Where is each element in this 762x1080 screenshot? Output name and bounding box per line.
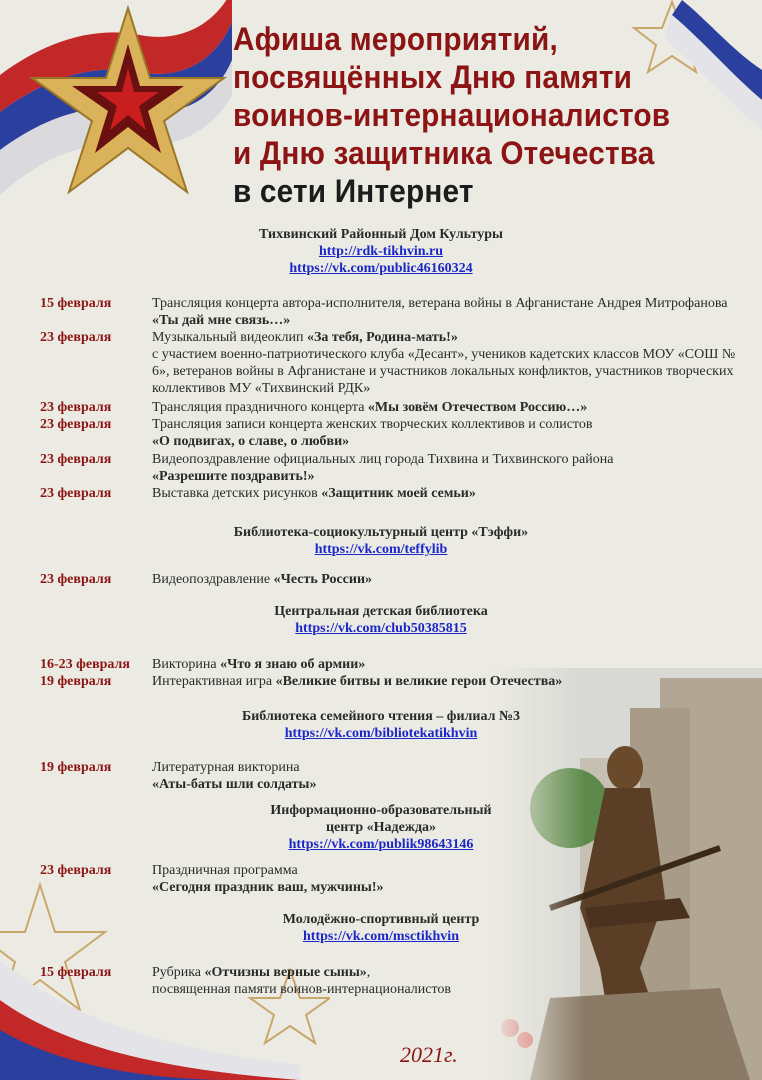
org-name: Молодёжно-спортивный центр (282, 912, 480, 927)
event-text: Викторина (152, 657, 221, 672)
event-description (152, 656, 740, 673)
event-date: 16-23 февраля (40, 657, 130, 672)
event-text: Трансляция записи концерта женских творческих коллективов и солистов (152, 417, 593, 432)
event-date: 15 февраля (40, 296, 112, 311)
event-title: «Разрешите поздравить!» (152, 469, 315, 484)
event-text: Праздничная программа (152, 863, 298, 878)
event-title: «Ты дай мне связь…» (152, 313, 291, 328)
event-item (40, 673, 740, 690)
event-text: Трансляция праздничного концерта (152, 400, 368, 415)
event-title: «О подвигах, о славе, о любви» (152, 434, 350, 449)
event-item (40, 759, 740, 793)
org-name: Библиотека-социокультурный центр «Тэффи» (233, 525, 529, 540)
event-text: Рубрика (152, 965, 205, 980)
event-description (152, 295, 740, 329)
event-date: 23 февраля (40, 452, 112, 467)
event-item (40, 329, 740, 397)
event-description (152, 673, 740, 690)
event-title: «Сегодня праздник ваш, мужчины!» (152, 880, 384, 895)
event-date: 23 февраля (40, 572, 112, 587)
event-description (152, 571, 740, 588)
event-item (40, 571, 740, 588)
event-text: Музыкальный видеоклип (152, 330, 307, 345)
page-title (233, 20, 717, 210)
event-item (40, 295, 740, 329)
event-date: 23 февраля (40, 330, 112, 345)
event-date: 23 февраля (40, 417, 112, 432)
event-title: «Великие битвы и великие герои Отечества» (275, 674, 563, 689)
event-item (40, 485, 740, 502)
event-date: 19 февраля (40, 760, 112, 775)
org-children-library (0, 603, 762, 637)
title-line: воинов-интернационалистов (233, 97, 671, 133)
event-date: 23 февраля (40, 486, 112, 501)
event-title: «Что я знаю об армии» (220, 657, 366, 672)
event-item (40, 862, 740, 896)
event-text: Литературная викторина (152, 760, 300, 775)
org-link[interactable]: https://vk.com/msctikhvin (303, 929, 459, 944)
event-text: Трансляция концерта автора-исполнителя, ветерана войны в Афганистане Андрея Митрофанова (152, 296, 728, 311)
event-title: «Защитник моей семьи» (321, 486, 476, 501)
org-link[interactable]: https://vk.com/club50385815 (295, 621, 467, 636)
org-link[interactable]: https://vk.com/public46160324 (289, 261, 473, 276)
event-description (152, 862, 740, 896)
org-name: Библиотека семейного чтения – филиал №3 (241, 709, 521, 724)
event-text: посвященная памяти воинов-интернационалистов (152, 982, 452, 997)
org-link[interactable]: http://rdk-tikhvin.ru (318, 244, 444, 259)
org-name: Информационно-образовательный (270, 803, 492, 818)
event-item (40, 964, 740, 998)
event-text: Видеопоздравление (152, 572, 274, 587)
event-date: 19 февраля (40, 674, 112, 689)
event-title: «Честь России» (273, 572, 373, 587)
event-text: Выставка детских рисунков (152, 486, 322, 501)
org-nadezhda (0, 802, 762, 853)
event-item (40, 656, 740, 673)
year-label: 2021г. (400, 1042, 458, 1067)
event-title: «За тебя, Родина-мать!» (306, 330, 458, 345)
title-line: в сети Интернет (233, 173, 474, 209)
red-star-emblem-icon (0, 0, 235, 235)
org-link[interactable]: https://vk.com/teffylib (314, 542, 448, 557)
event-item (40, 416, 740, 450)
event-description (152, 329, 740, 397)
org-youth-sports-center (0, 911, 762, 945)
event-description (152, 485, 740, 502)
org-link[interactable]: https://vk.com/publik98643146 (288, 837, 474, 852)
event-date: 15 февраля (40, 965, 112, 980)
event-description: Рубрика «Отчизны верные сыны», посвященная памяти воинов-интернационалистов (152, 965, 452, 997)
event-item (40, 451, 740, 485)
event-description (152, 399, 740, 416)
event-description (152, 451, 740, 485)
org-family-library (0, 708, 762, 742)
event-text: с участием военно-патриотического клуба «Десант», учеников кадетских классов МОУ «СОШ № 6», ветеранов войны в Афганистане и участников локальных конфликтов, участников творческих коллективов МУ «Тихвинский РДК» (152, 347, 736, 396)
event-title: «Мы зовём Отечеством Россию…» (367, 400, 588, 415)
event-title: «Отчизны верные сыны» (204, 965, 367, 980)
event-title: «Аты-баты шли солдаты» (152, 777, 317, 792)
event-date: 23 февраля (40, 400, 112, 415)
org-name: Центральная детская библиотека (274, 604, 488, 619)
event-text: Интерактивная игра (152, 674, 276, 689)
org-link[interactable]: https://vk.com/bibliotekatikhvin (284, 726, 478, 741)
event-date: 23 февраля (40, 863, 112, 878)
title-line: посвящённых Дню памяти (233, 59, 633, 95)
event-item (40, 399, 740, 416)
event-description (152, 416, 740, 450)
org-rdk (0, 226, 762, 277)
org-teffi (0, 524, 762, 558)
event-text: Видеопоздравление официальных лиц города Тихвина и Тихвинского района (152, 452, 614, 467)
org-name: центр «Надежда» (325, 820, 437, 835)
title-line: Афиша мероприятий, (233, 21, 558, 57)
event-description (152, 759, 740, 793)
title-line: и Дню защитника Отечества (233, 135, 655, 171)
org-name: Тихвинский Районный Дом Культуры (259, 227, 503, 242)
